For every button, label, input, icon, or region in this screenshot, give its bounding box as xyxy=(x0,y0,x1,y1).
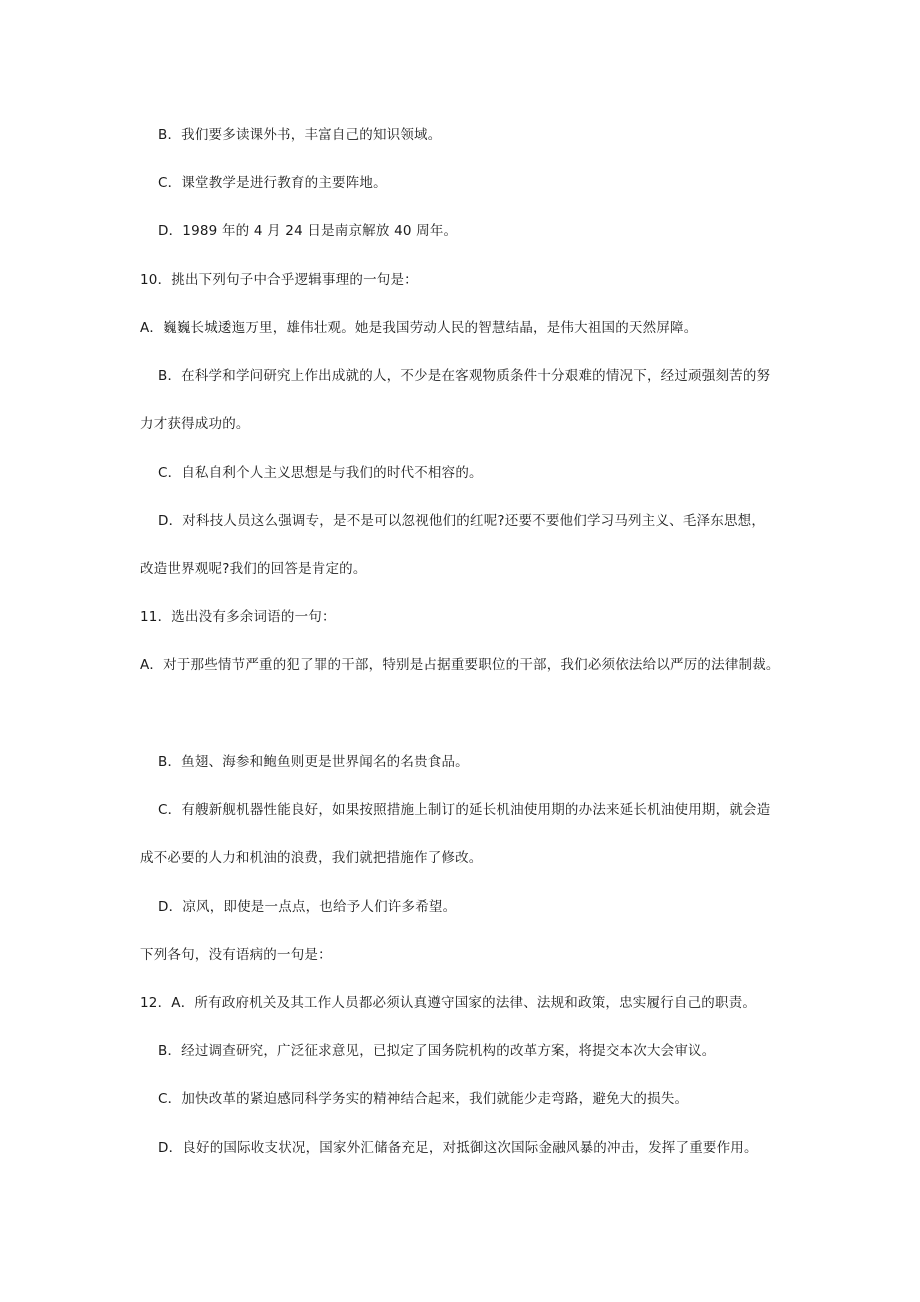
option-d-q10: D．对科技人员这么强调专，是不是可以忽视他们的红呢?还要不要他们学习马列主义、毛泽东思想， xyxy=(158,513,766,529)
option-d-q10-cont: 改造世界观呢?我们的回答是肯定的。 xyxy=(140,561,367,577)
option-c-q9: C．课堂教学是进行教育的主要阵地。 xyxy=(158,175,387,191)
question-12-option-a: 12．A．所有政府机关及其工作人员都必须认真遵守国家的法律、法规和政策，忠实履行自己的职责。 xyxy=(140,995,757,1011)
option-c-q11: C．有艘新舰机器性能良好，如果按照措施上制订的延长机油使用期的办法来延长机油使用期，就会造 xyxy=(158,802,771,818)
option-b-q12: B．经过调查研究，广泛征求意见，已拟定了国务院机构的改革方案，将提交本次大会审议。 xyxy=(158,1043,716,1059)
option-c-q10: C．自私自利个人主义思想是与我们的时代不相容的。 xyxy=(158,465,483,481)
option-d-q9: D．1989 年的 4 月 24 日是南京解放 40 周年。 xyxy=(158,223,458,239)
option-c-q12: C．加快改革的紧迫感同科学务实的精神结合起来，我们就能少走弯路，避免大的损失。 xyxy=(158,1091,689,1107)
option-b-q10-cont: 力才获得成功的。 xyxy=(140,416,250,432)
question-11: 11．选出没有多余词语的一句： xyxy=(140,609,336,625)
option-b-q9: B．我们要多读课外书，丰富自己的知识领域。 xyxy=(158,127,442,143)
option-b-q10: B．在科学和学问研究上作出成就的人，不少是在客观物质条件十分艰难的情况下，经过顽强刻苦的努 xyxy=(158,368,771,384)
option-a-q10: A．巍巍长城逶迤万里，雄伟壮观。她是我国劳动人民的智慧结晶，是伟大祖国的天然屏障。 xyxy=(140,320,698,336)
option-d-q12: D．良好的国际收支状况，国家外汇储备充足，对抵御这次国际金融风暴的冲击，发挥了重要作用。 xyxy=(158,1140,758,1156)
option-c-q11-cont: 成不必要的人力和机油的浪费，我们就把措施作了修改。 xyxy=(140,850,483,866)
section-prompt: 下列各句，没有语病的一句是： xyxy=(140,947,332,963)
question-10: 10．挑出下列句子中合乎逻辑事理的一句是： xyxy=(140,272,418,288)
option-d-q11: D．凉风，即使是一点点，也给予人们许多希望。 xyxy=(158,899,457,915)
option-a-q11: A．对于那些情节严重的犯了罪的干部，特别是占据重要职位的干部，我们必须依法给以严厉的法律制裁。 xyxy=(140,657,780,673)
option-b-q11: B．鱼翅、海参和鲍鱼则更是世界闻名的名贵食品。 xyxy=(158,754,469,770)
